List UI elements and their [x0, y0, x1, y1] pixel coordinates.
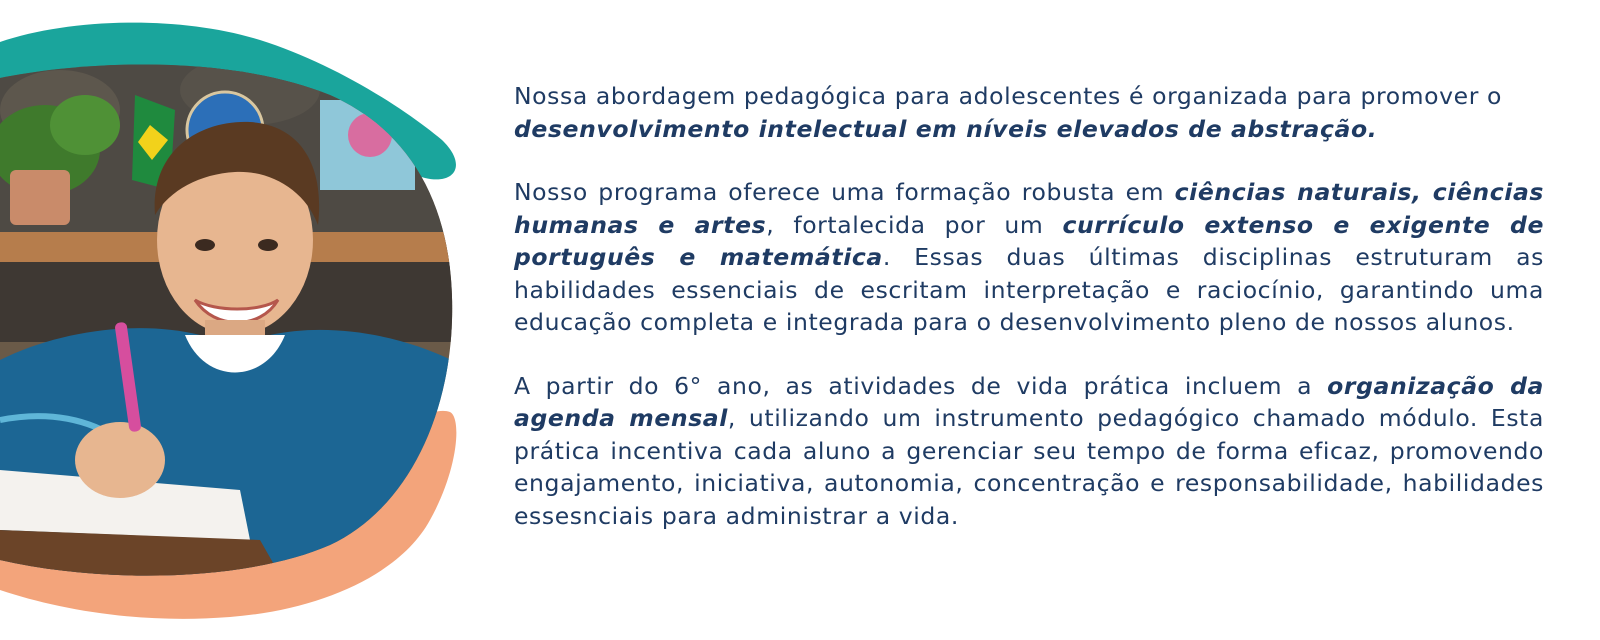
emphasis-text: desenvolvimento intelectual em níveis elevados de abstração.	[514, 114, 1378, 143]
paragraph-program	[514, 176, 1544, 339]
student-photo-illustration	[0, 0, 470, 640]
paragraph-text: , fortalecida por um	[766, 210, 1063, 239]
emphasis-text: organização da agenda mensal	[514, 371, 1544, 432]
paragraph-text: Nossa abordagem pedagógica para adolescentes é organizada para promover o	[514, 82, 1503, 110]
content-text-column	[514, 80, 1544, 563]
paragraph-text: A partir do 6° ano, as atividades de vida prática incluem a	[514, 371, 1328, 400]
paragraph-agenda	[514, 370, 1544, 533]
paragraph-text: Nosso programa oferece uma formação robusta em	[514, 178, 1175, 206]
paragraph-text: , utilizando um instrumento pedagógico chamado módulo. Esta prática incentiva cada aluno a gerenciar seu tempo de forma eficaz, promovendo engajamento, iniciativa, autonomia, concentração e responsabilidade, habilidades essesnciais para administrar a vida.	[514, 404, 1544, 530]
paragraph-text: . Essas duas últimas disciplinas estruturam as habilidades essenciais de escritam interpretação e raciocínio, garantindo uma educação completa e integrada para o desenvolvimento pleno de nossos alunos.	[514, 243, 1545, 336]
emphasis-text: ciências naturais, ciências humanas e artes	[514, 178, 1544, 239]
emphasis-text: currículo extenso e exigente de português e matemática	[514, 210, 1544, 271]
paragraph-intro	[514, 80, 1544, 145]
